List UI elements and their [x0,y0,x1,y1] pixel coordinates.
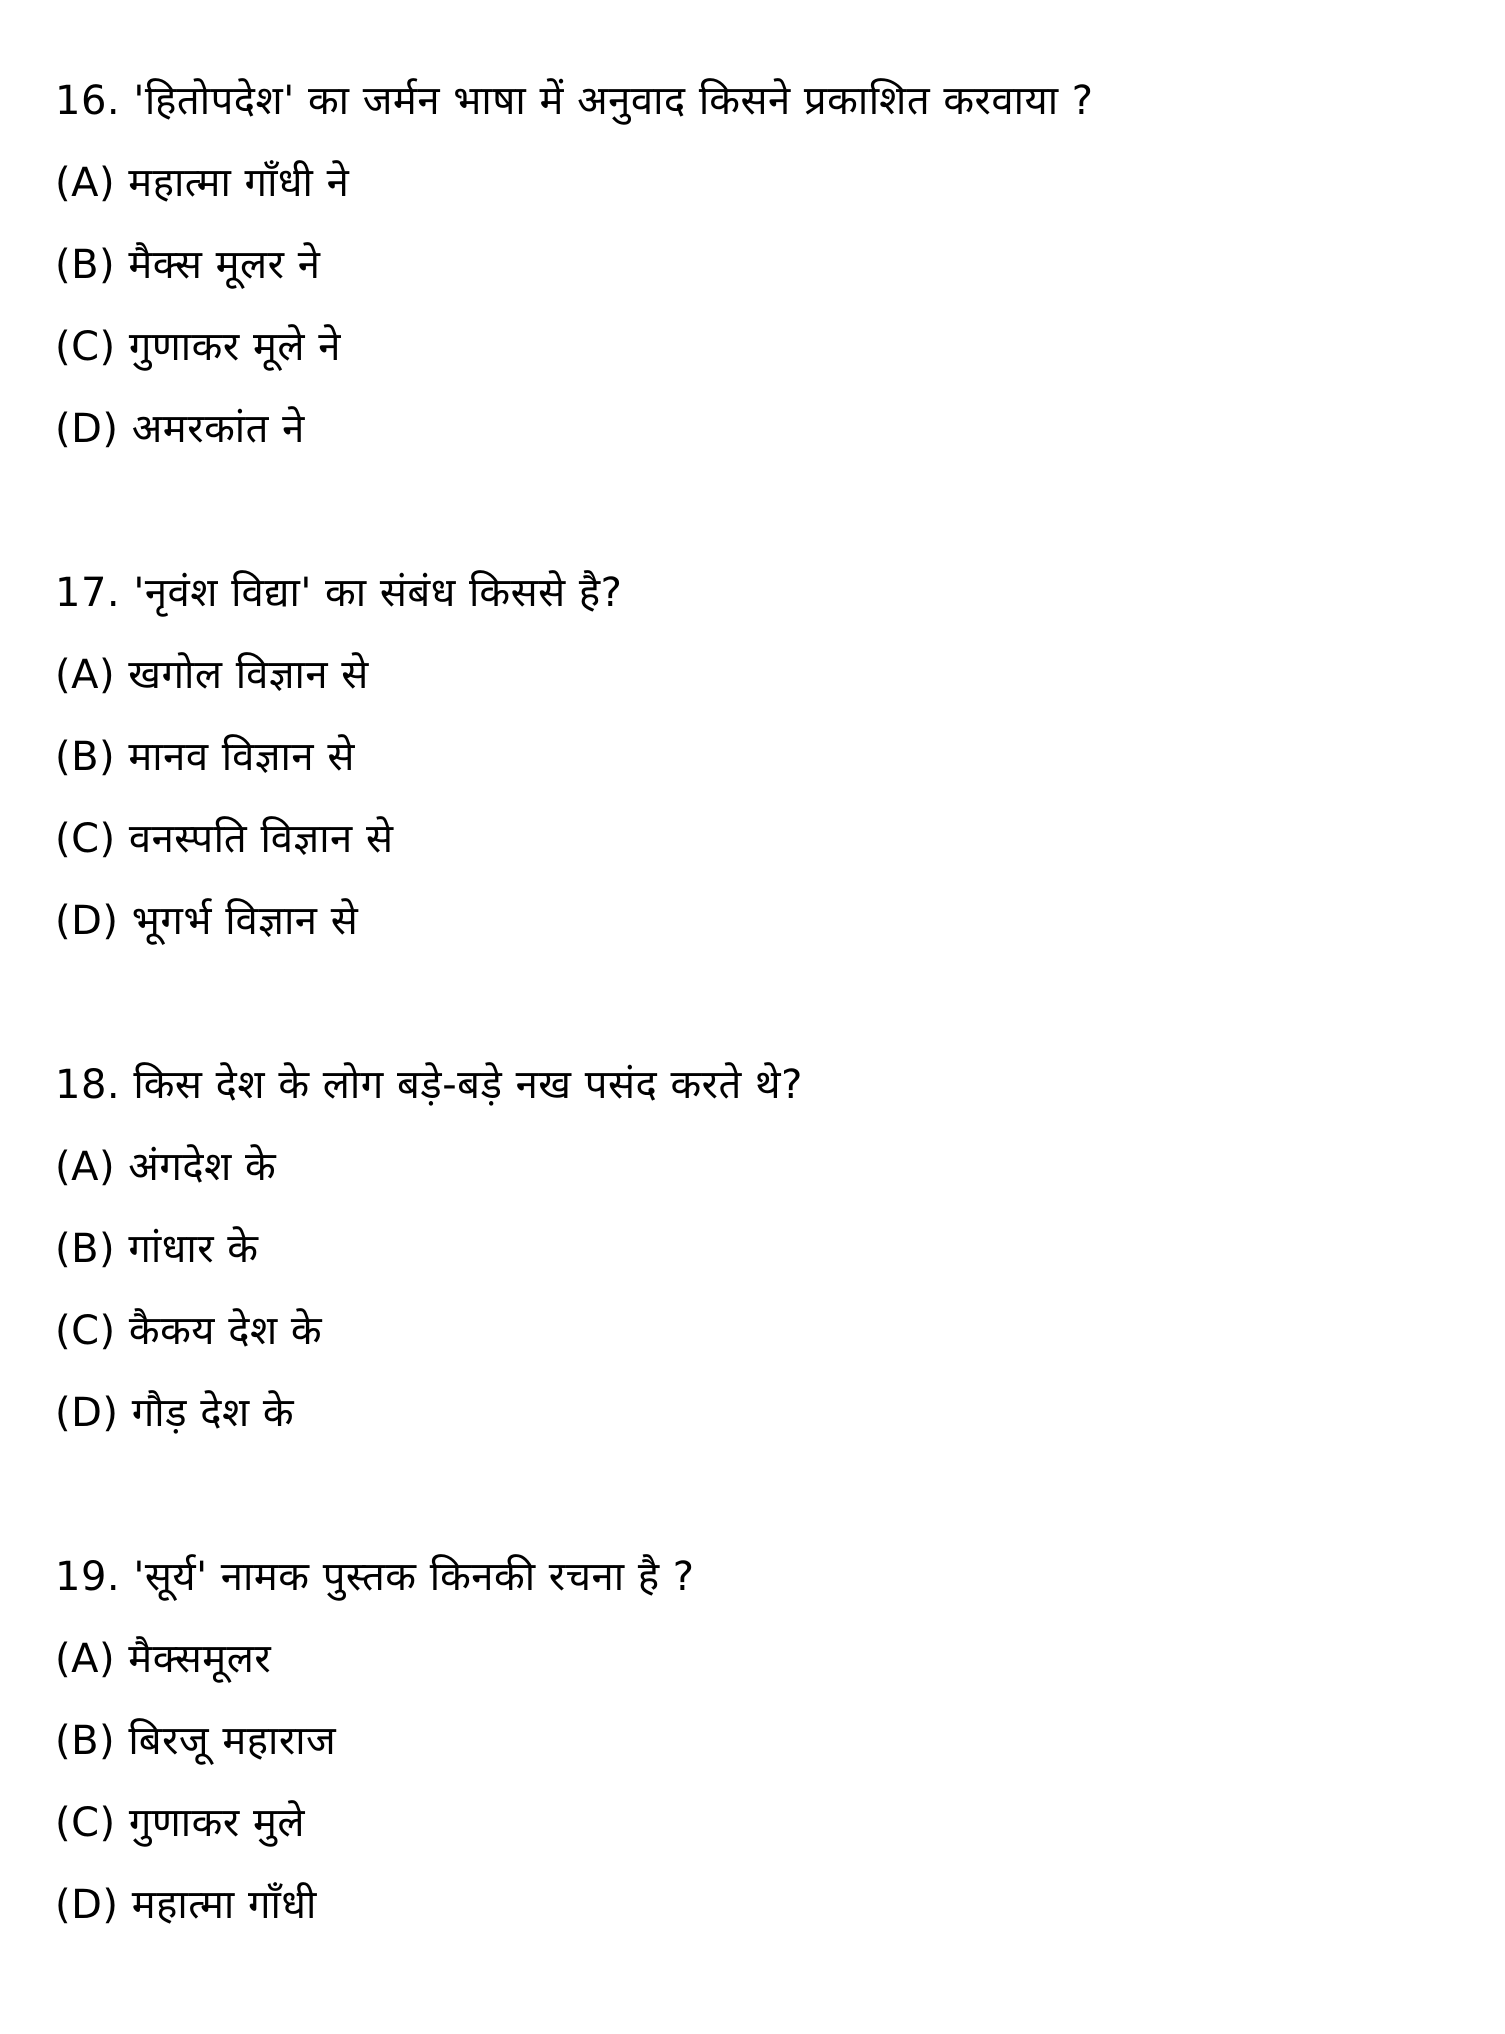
question-17 [55,552,1455,962]
option-b: (B) बिरजू महाराज [55,1718,337,1764]
option-c: (C) गुणाकर मूले ने [55,324,341,370]
option-c: (C) कैकय देश के [55,1308,323,1354]
option-a: (A) अंगदेश के [55,1144,277,1190]
question-18 [55,1044,1455,1454]
option-b: (B) मानव विज्ञान से [55,734,355,780]
question-text: 18. किस देश के लोग बड़े-बड़े नख पसंद करते थे? [55,1062,803,1108]
question-text: 17. 'नृवंश विद्या' का संबंध किससे है? [55,570,623,616]
option-a: (A) महात्मा गाँधी ने [55,160,350,206]
option-a: (A) खगोल विज्ञान से [55,652,369,698]
option-a: (A) मैक्समूलर [55,1636,272,1682]
question-19 [55,1536,1455,1946]
option-c: (C) गुणाकर मुले [55,1800,305,1846]
option-d: (D) गौड़ देश के [55,1390,295,1436]
option-d: (D) महात्मा गाँधी [55,1882,317,1928]
question-text: 19. 'सूर्य' नामक पुस्तक किनकी रचना है ? [55,1554,695,1600]
option-d: (D) अमरकांत ने [55,406,305,452]
option-d: (D) भूगर्भ विज्ञान से [55,898,359,944]
option-b: (B) गांधार के [55,1226,259,1272]
option-b: (B) मैक्स मूलर ने [55,242,321,288]
question-text: 16. 'हितोपदेश' का जर्मन भाषा में अनुवाद किसने प्रकाशित करवाया ? [55,78,1094,124]
option-c: (C) वनस्पति विज्ञान से [55,816,394,862]
question-16 [55,60,1455,470]
